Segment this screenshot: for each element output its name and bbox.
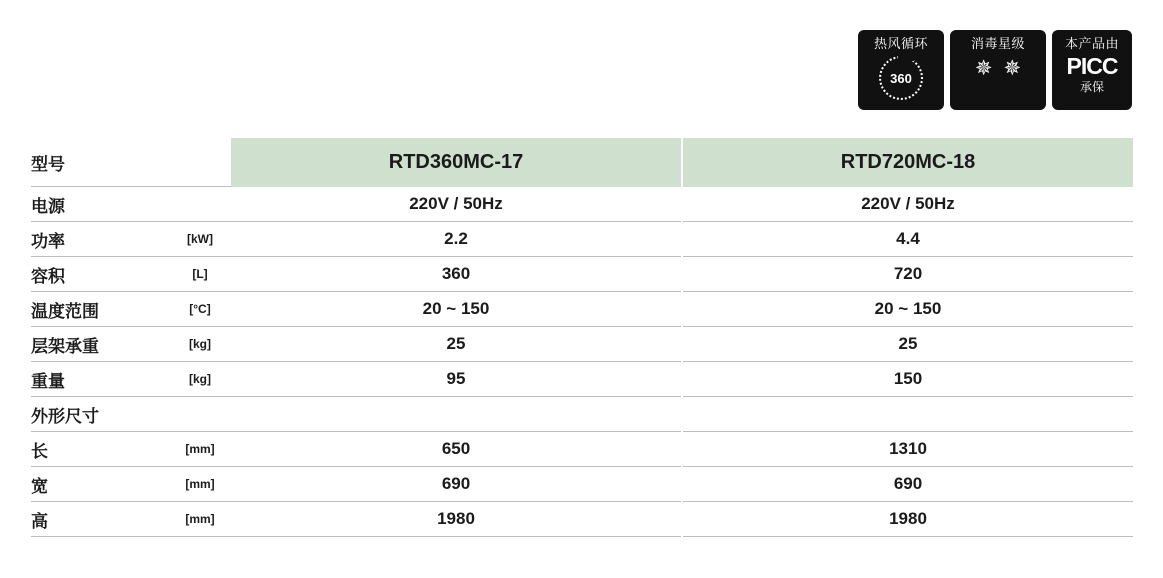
- table-row: [31, 187, 1133, 222]
- row-value-1: 2.2: [231, 222, 682, 257]
- row-label: 重量: [31, 362, 169, 397]
- row-value-1: 1980: [231, 502, 682, 537]
- table-header-row: [31, 138, 1133, 187]
- table-row: [31, 292, 1133, 327]
- row-unit: [mm]: [169, 467, 231, 502]
- row-value-1: 690: [231, 467, 682, 502]
- table-row: [31, 257, 1133, 292]
- row-value-2: 1310: [682, 432, 1133, 467]
- row-value-1: 20 ~ 150: [231, 292, 682, 327]
- table-row: [31, 467, 1133, 502]
- star-rating: [975, 58, 1021, 79]
- row-value-1: 650: [231, 432, 682, 467]
- badge-subtitle: 承保: [1079, 80, 1104, 94]
- dial-360-icon: [879, 56, 923, 100]
- row-unit: [kg]: [169, 327, 231, 362]
- badge-hot-air-circulation: [858, 30, 944, 110]
- row-unit: [mm]: [169, 502, 231, 537]
- header-model-2: RTD720MC-18: [682, 138, 1133, 187]
- table-row: [31, 432, 1133, 467]
- row-label: 高: [31, 502, 169, 537]
- star-icon: ✵: [1003, 57, 1022, 80]
- row-value-2: 20 ~ 150: [682, 292, 1133, 327]
- row-value-2: 220V / 50Hz: [682, 187, 1133, 222]
- row-label: 长: [31, 432, 169, 467]
- row-unit: [°C]: [169, 292, 231, 327]
- table-section-row: [31, 397, 1133, 432]
- section-label: 外形尺寸: [31, 397, 169, 432]
- row-value-2: 150: [682, 362, 1133, 397]
- badge-title: 消毒星级: [970, 36, 1025, 51]
- row-unit: [kg]: [169, 362, 231, 397]
- section-unit: [169, 397, 231, 432]
- row-value-2: 25: [682, 327, 1133, 362]
- row-unit: [kW]: [169, 222, 231, 257]
- row-value-1: 25: [231, 327, 682, 362]
- badge-title: 本产品由: [1064, 36, 1119, 51]
- row-label: 层架承重: [31, 327, 169, 362]
- row-label: 宽: [31, 467, 169, 502]
- section-value-1: [231, 397, 682, 432]
- header-unit: [169, 138, 231, 187]
- row-value-1: 220V / 50Hz: [231, 187, 682, 222]
- section-value-2: [682, 397, 1133, 432]
- badge-group: [858, 30, 1132, 110]
- row-value-1: 360: [231, 257, 682, 292]
- row-label: 电源: [31, 187, 169, 222]
- row-unit: [mm]: [169, 432, 231, 467]
- picc-logo-icon: PICC: [1066, 53, 1118, 79]
- table-row: [31, 222, 1133, 257]
- table-row: [31, 327, 1133, 362]
- table-row: [31, 362, 1133, 397]
- dial-360-icon-label: 360: [890, 70, 912, 86]
- row-value-1: 95: [231, 362, 682, 397]
- row-unit: [L]: [169, 257, 231, 292]
- header-label: 型号: [31, 138, 169, 187]
- row-label: 温度范围: [31, 292, 169, 327]
- row-value-2: 4.4: [682, 222, 1133, 257]
- specification-table: [31, 138, 1133, 537]
- row-value-2: 1980: [682, 502, 1133, 537]
- row-label: 容积: [31, 257, 169, 292]
- row-unit: [169, 187, 231, 222]
- badge-title: 热风循环: [873, 36, 928, 51]
- badge-picc-insured: [1052, 30, 1132, 110]
- row-value-2: 690: [682, 467, 1133, 502]
- row-label: 功率: [31, 222, 169, 257]
- table-row: [31, 502, 1133, 537]
- badge-disinfection-star-rating: [950, 30, 1046, 110]
- star-icon: ✵: [974, 57, 993, 80]
- row-value-2: 720: [682, 257, 1133, 292]
- header-model-1: RTD360MC-17: [231, 138, 682, 187]
